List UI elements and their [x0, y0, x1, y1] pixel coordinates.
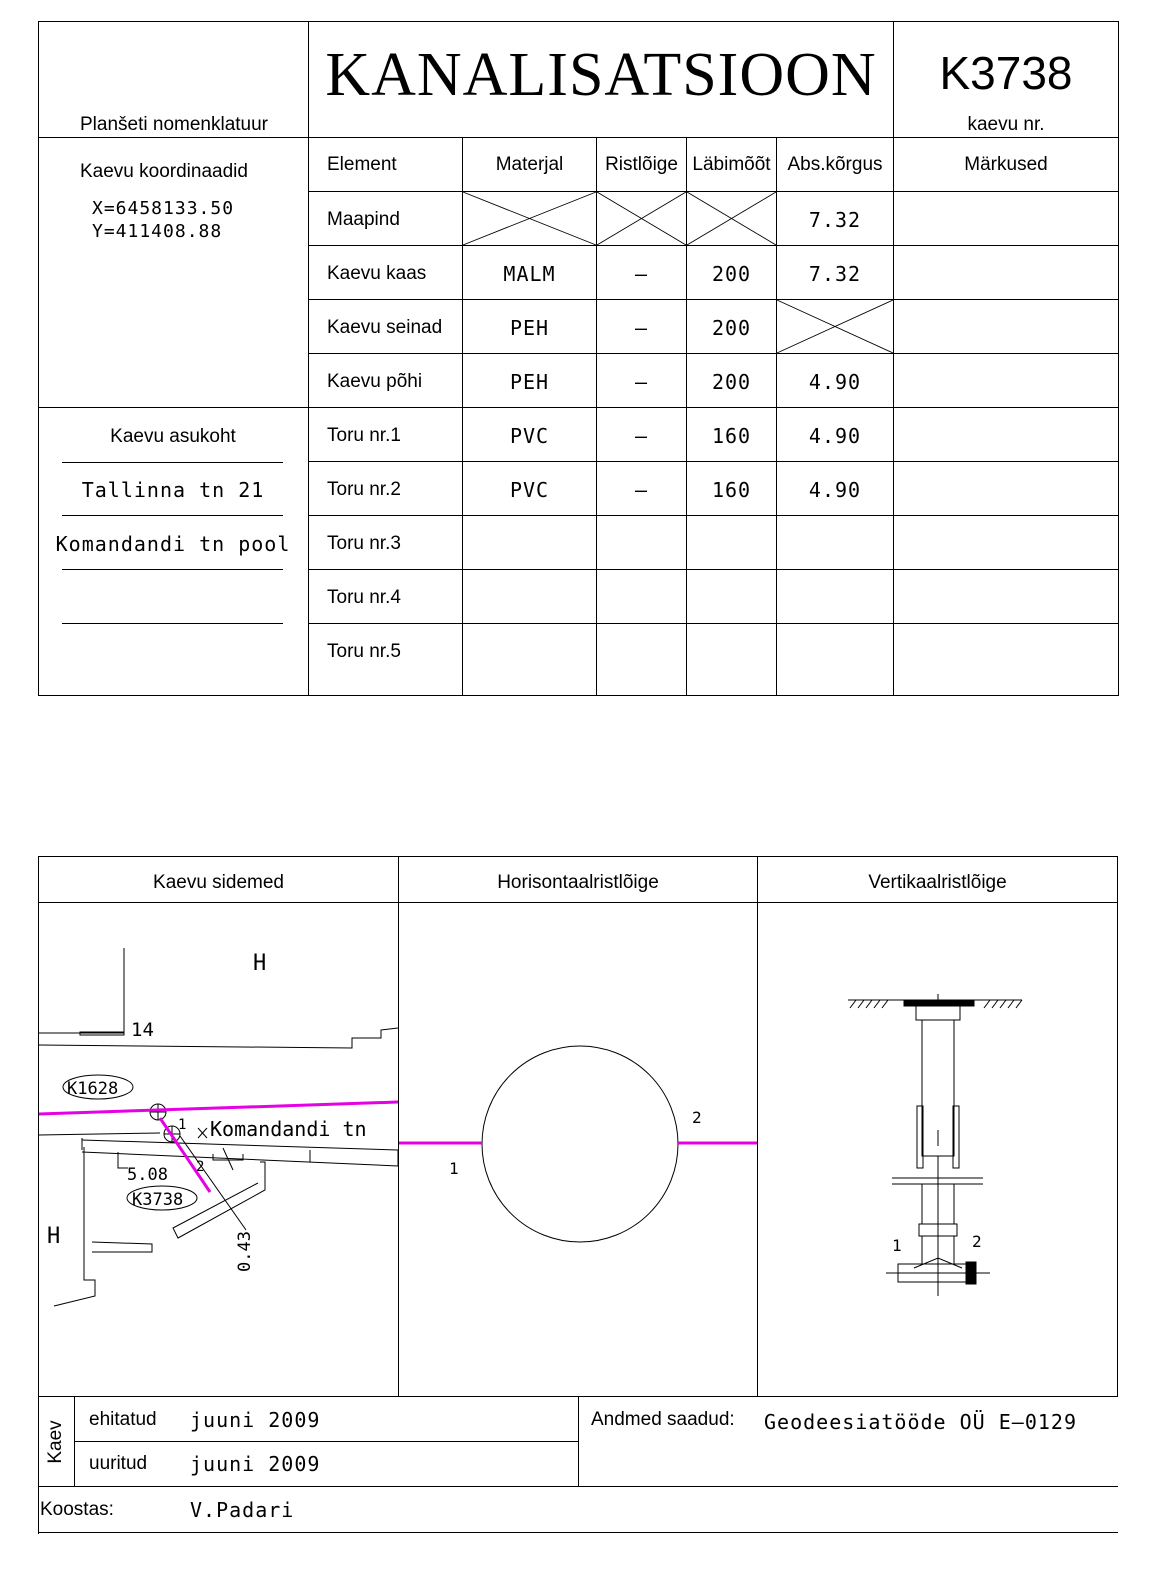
panel-title-connections: Kaevu sidemed — [153, 872, 284, 893]
map-distance-2: 0.43 — [235, 1231, 255, 1272]
cell-element: Kaevu põhi — [327, 371, 423, 392]
cell-cross: – — [634, 316, 649, 340]
footer-bottom-line — [38, 1532, 1118, 1533]
document-title: KANALISATSIOON — [325, 41, 877, 109]
well-number-label: kaevu nr. — [967, 114, 1045, 135]
map-pipe-2-label: 2 — [196, 1159, 205, 1175]
panel-title-horizontal: Horisontaalristlõige — [497, 872, 659, 893]
na-cross-icon — [463, 192, 596, 245]
cell-element: Toru nr.4 — [327, 587, 401, 608]
cell-diameter: 200 — [711, 316, 752, 340]
map-well-current: K3738 — [132, 1190, 184, 1210]
cell-diameter: 200 — [711, 262, 752, 286]
vertical-section — [758, 903, 1117, 1396]
col-header-material: Materjal — [495, 154, 564, 175]
cell-cross: – — [634, 424, 649, 448]
cell-cross: – — [634, 262, 649, 286]
cell-material: PEH — [509, 370, 550, 394]
coordinates-label: Kaevu koordinaadid — [80, 161, 248, 182]
cell-element: Kaevu kaas — [327, 263, 427, 284]
vertical-pipe-2-label: 2 — [972, 1232, 982, 1251]
location-line-2: Komandandi tn pool — [55, 532, 291, 556]
section-pipe-1-label: 1 — [449, 1159, 459, 1178]
coordinate-x: X=6458133.50 — [92, 198, 235, 219]
map-distance-1: 5.08 — [127, 1165, 168, 1185]
location-line-1: Tallinna tn 21 — [81, 478, 265, 502]
na-cross-icon — [777, 300, 893, 353]
author-value: V.Padari — [190, 1498, 295, 1522]
panel-title-vertical: Vertikaalristlõige — [868, 872, 1007, 893]
section-pipe-2-label: 2 — [692, 1108, 702, 1127]
cell-material: MALM — [503, 262, 556, 286]
cell-element: Toru nr.2 — [327, 479, 401, 500]
map-label-house-top: H — [253, 951, 267, 976]
cell-element: Toru nr.3 — [327, 533, 401, 554]
na-cross-icon — [687, 192, 776, 245]
cell-cross: – — [634, 370, 649, 394]
col-header-cross: Ristlõige — [605, 154, 678, 175]
vertical-pipe-1-label: 1 — [892, 1236, 902, 1255]
built-value: juuni 2009 — [190, 1408, 321, 1432]
cell-diameter: 160 — [711, 478, 752, 502]
surveyed-value: juuni 2009 — [190, 1452, 321, 1476]
cell-height: 4.90 — [808, 370, 862, 394]
well-lid — [904, 1000, 974, 1006]
cell-diameter: 160 — [711, 424, 752, 448]
location-label: Kaevu asukoht — [110, 426, 236, 447]
cell-height: 4.90 — [808, 478, 862, 502]
map-well-neighbor: K1628 — [67, 1079, 119, 1099]
frame-right — [1117, 856, 1118, 1397]
map-label-house-left: H — [47, 1224, 61, 1249]
cell-cross: – — [634, 478, 649, 502]
connections-map — [39, 903, 398, 1396]
cell-element: Toru nr.5 — [327, 641, 401, 662]
col-header-notes: Märkused — [964, 154, 1048, 175]
well-circle — [482, 1046, 678, 1242]
source-value: Geodeesiatööde OÜ E–0129 — [764, 1410, 1077, 1434]
built-label: ehitatud — [89, 1409, 157, 1430]
cell-material: PEH — [509, 316, 550, 340]
coordinate-y: Y=411408.88 — [92, 221, 223, 242]
cell-material: PVC — [509, 424, 550, 448]
footer-row-line — [38, 1486, 1118, 1487]
map-street-name: Komandandi tn — [210, 1117, 367, 1141]
sewer-pipe-lines — [39, 1102, 398, 1192]
side-label-well: Kaev — [45, 1420, 66, 1464]
horizontal-section — [399, 903, 757, 1396]
map-pipe-1-label: 1 — [178, 1117, 187, 1133]
cell-height: 4.90 — [808, 424, 862, 448]
author-label: Koostas: — [40, 1499, 114, 1520]
footer-row-line — [74, 1441, 578, 1442]
na-cross-icon — [597, 192, 686, 245]
col-header-height: Abs.kõrgus — [787, 154, 883, 175]
cell-diameter: 200 — [711, 370, 752, 394]
well-k1628-icon — [150, 1104, 166, 1120]
col-header-diameter: Läbimõõt — [692, 154, 771, 175]
surveyed-label: uuritud — [89, 1453, 148, 1474]
cell-element: Kaevu seinad — [327, 317, 443, 338]
col-header-element: Element — [327, 154, 397, 175]
cell-material: PVC — [509, 478, 550, 502]
na-cross-marks — [0, 0, 1165, 700]
cell-height: 7.32 — [808, 208, 862, 232]
nomenclature-label: Planšeti nomenklatuur — [80, 114, 268, 135]
source-divider — [578, 1396, 579, 1486]
cell-element: Maapind — [327, 209, 400, 230]
cell-element: Toru nr.1 — [327, 425, 401, 446]
source-label: Andmed saadud: — [591, 1409, 735, 1430]
map-house-number: 14 — [131, 1019, 154, 1041]
well-number: K3738 — [939, 47, 1073, 99]
cell-height: 7.32 — [808, 262, 862, 286]
frame-top — [38, 856, 1118, 857]
